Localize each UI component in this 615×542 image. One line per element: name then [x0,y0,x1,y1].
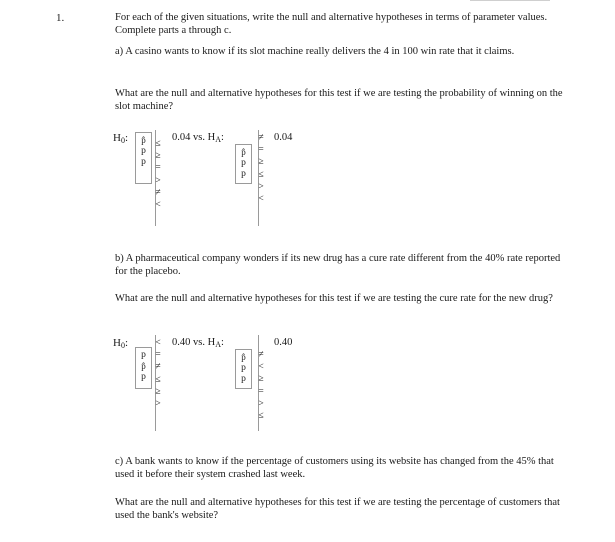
part-b-h0-parameter-select[interactable] [135,347,152,389]
part-b-h0-label: $H_0$: [113,337,129,350]
relation-option[interactable]: < [155,199,161,210]
part-b-question: What are the null and alternative hypotheses for this test if we are testing the cure rate for the new drug? [115,293,553,304]
param-option[interactable]: p̂ [141,361,146,371]
relation-option[interactable]: ≠ [155,362,161,373]
param-option[interactable]: p [141,157,146,167]
param-option[interactable]: p [141,372,146,382]
part-b-h0-value: 0.40 vs. $H_A$: [172,337,224,349]
part-c-prompt: c) A bank wants to know if the percentage of customers using its website has changed from the 45% that used it before their system crashed last week. [115,456,554,480]
param-option[interactable]: p [241,363,246,373]
question-number: 1. [56,12,65,24]
part-b-ha-relation-select[interactable] [255,349,267,422]
param-option[interactable]: p [241,158,246,168]
param-option[interactable]: p̂ [241,147,246,157]
param-option[interactable]: p̂ [241,352,246,362]
relation-option[interactable]: = [258,386,264,397]
relation-option[interactable]: > [258,398,264,409]
relation-option[interactable]: > [258,181,264,192]
part-a-h0-parameter-select[interactable] [135,132,152,184]
part-a-hypotheses [113,128,513,238]
relation-option[interactable]: ≥ [155,386,161,397]
relation-option[interactable]: ≠ [258,133,264,143]
part-b-ha-parameter-select[interactable] [235,349,252,389]
relation-option[interactable]: ≥ [258,374,264,385]
relation-option[interactable]: ≤ [258,410,264,421]
part-a-ha-relation-select[interactable] [255,132,267,205]
relation-option[interactable]: > [155,398,161,409]
part-a-ha-value: 0.04 [274,132,293,143]
relation-option[interactable]: ≥ [258,157,264,168]
param-option[interactable]: p [241,374,246,384]
param-option[interactable]: p [241,169,246,179]
part-b-hypotheses [113,333,513,443]
relation-option[interactable]: = [155,163,161,174]
part-a-h0-value: 0.04 vs. $H_A$: [172,132,224,144]
part-b-h0-relation-select[interactable] [152,337,164,410]
intro-text: For each of the given situations, write the null and alternative hypotheses in terms of parameter values. Complete parts a through c. [115,12,548,36]
part-a-h0-label: $H_0$: [113,132,129,145]
relation-option[interactable]: ≤ [155,139,161,149]
part-b-ha-value: 0.40 [274,337,293,348]
relation-option[interactable]: = [258,145,264,156]
relation-option[interactable]: < [155,338,161,348]
param-option[interactable]: p [141,350,146,360]
part-a-h0-relation-select[interactable] [152,138,164,211]
param-option[interactable]: p [141,146,146,156]
part-a-prompt: a) A casino wants to know if its slot machine really delivers the 4 in 100 win rate that it claims. [115,46,515,57]
relation-option[interactable]: > [155,175,161,186]
part-b-prompt: b) A pharmaceutical company wonders if its new drug has a cure rate different from the 40% rate reported for the placebo. [115,253,561,277]
part-a-ha-parameter-select[interactable] [235,144,252,184]
relation-option[interactable]: ≠ [258,350,264,360]
relation-option[interactable]: < [258,193,264,204]
param-option[interactable]: p̂ [141,135,146,145]
relation-option[interactable]: ≠ [155,187,161,198]
relation-option[interactable]: = [155,350,161,361]
relation-option[interactable]: ≤ [258,169,264,180]
relation-option[interactable]: ≥ [155,151,161,162]
relation-option[interactable]: ≤ [155,374,161,385]
relation-option[interactable]: < [258,362,264,373]
part-c-question: What are the null and alternative hypotheses for this test if we are testing the percentage of customers that used the bank's website? [115,497,560,521]
part-a-question: What are the null and alternative hypotheses for this test if we are testing the probability of winning on the slot machine? [115,88,563,112]
scan-artifact-line [470,0,550,1]
